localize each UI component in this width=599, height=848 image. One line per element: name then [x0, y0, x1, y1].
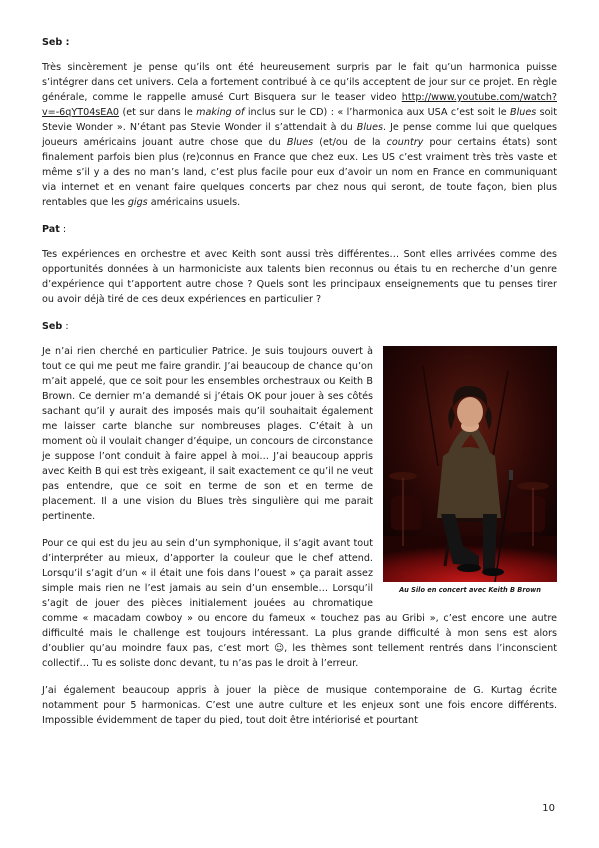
- speaker-label-seb-2: Seb :: [42, 321, 69, 332]
- answer-paragraph-3: Pour ce qui est du jeu au sein d’un symphonique, il s’agit avant tout d’interpréter au mieux, d’apporter la couleur que le chef attend. Lorsqu’il s’agit d’un « il était une fois dans l’ouest » ça parait assez simple mais rien ne l’est jamais au sein d’un ensemble… Lorsqu’il s’agit de jouer des pièces initialement jouées au chromatique comme « macadam cowboy » ou encore du fameux « touchez pas au Gribi », c’est encore une autre difficulté mais le challenge est toujours intéressant. La plus grande difficulté à mon sens est alors d’oublier qu’au moindre faux pas, c’est mort ☺, les thèmes sont tellement rentrés dans l’inconscient collectif… Tu es soliste donc devant, tu n’as pas le droit à l’erreur.: [42, 538, 557, 669]
- answer-paragraph: Très sincèrement je pense qu’ils ont été heureusement surpris par le fait qu’un harmonica puisse s’intégrer dans cet univers. Cela a fortement contribué à ce qu’ils acceptent de jour sur ce projet. En règle générale, comme le rappelle amusé Curt Bisquera sur le teaser video http://www.youtube.com/watch?v=-6qYT04sEA0 (et sur dans le making of inclus sur le CD) : « l’harmonica aux USA c’est soit le Blues soit Stevie Wonder ». N’étant pas Stevie Wonder il s’attendait à du Blues. Je pense comme lui que quelques joueurs américains jouant autre chose que du Blues (et/ou de la country pour certains états) sont finalement parfois bien plus (re)connus en France que chez eux. Les US c’est vraiment très très vaste et même s’il y a des no man’s land, c’est plus facile pour eux d’avoir un nom en France en communiquant via internet et en venant faire quelques concerts par chez nous qui seront, de toute façon, bien plus rentables que les gigs américains usuels.: [42, 62, 557, 208]
- question-paragraph: Tes expériences en orchestre et avec Keith sont aussi très différentes… Sont elles arrivées comme des opportunités données à un harmoniciste aux talents bien reconnus ou étais tu en recherche d’un genre d’expérience qui t’apportent autre chose ? Quels sont les principaux enseignements que tu penses tirer ou avoir déjà tiré de ces deux expériences en particulier ?: [42, 249, 557, 305]
- answer-paragraph-4: J’ai également beaucoup appris à jouer la pièce de musique contemporaine de G. Kurtag écrite notamment pour 5 harmonicas. C’est une autre culture et les enjeux sont une fois encore différents. Impossible évidemment de taper du pied, tout doit être intériorisé et pourtant: [42, 685, 557, 726]
- youtube-link[interactable]: http://www.youtube.com/watch?v=-6qYT04sEA0: [42, 92, 557, 118]
- concert-photo: [383, 346, 557, 582]
- page-number: 10: [542, 803, 555, 814]
- photo-caption: Au Silo en concert avec Keith B Brown: [399, 586, 541, 594]
- speaker-label-seb: Seb :: [42, 37, 70, 48]
- concert-photo-illustration: [383, 346, 557, 582]
- concert-photo-figure: [383, 346, 557, 595]
- speaker-label-pat: Pat :: [42, 224, 67, 235]
- document-page: [42, 35, 557, 740]
- answer-paragraph-2: Je n’ai rien cherché en particulier Patrice. Je suis toujours ouvert à tout ce qui me peut me faire grandir. J’ai beaucoup de chance qu’on m’ait appelé, que ce soit pour les ensembles orchestraux ou Keith B Brown. Ce dernier m’a demandé si j’étais OK pour jouer à ses côtés sachant qu’il y aurait des imposés mais qu’il souhaitait également me laisser carte blanche sur nombreuses plages. C’était à un moment où il voulait changer d’équipe, un concours de circonstance je suppose l’ont conduit à faire appel à moi… J’ai beaucoup appris avec Keith B qui est très exigeant, il sait exactement ce qu’il ne veut pas entendre, que ce soit en terme de son et en terme de placement. Il a une vision du Blues très singulière qui me parait pertinente.: [42, 346, 374, 522]
